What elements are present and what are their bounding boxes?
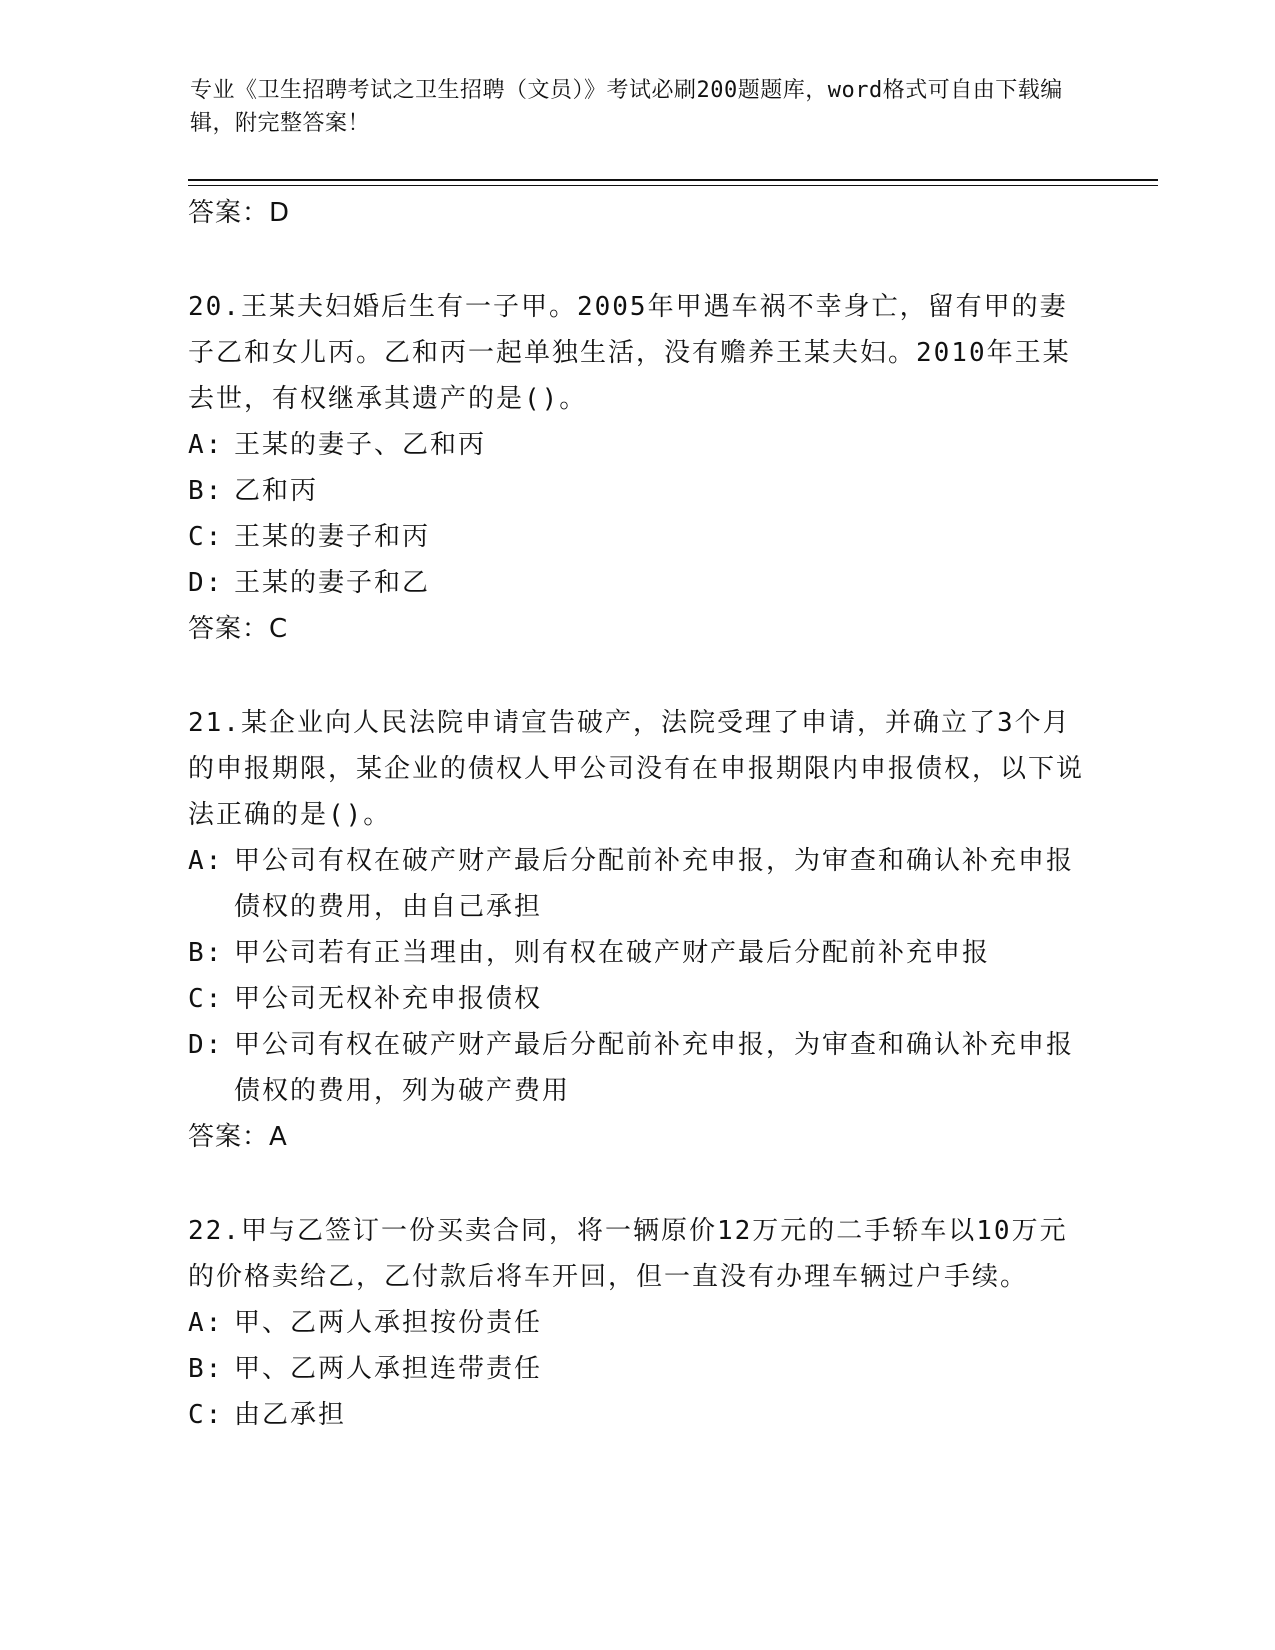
question-stem: 22.甲与乙签订一份买卖合同，将一辆原价12万元的二手轿车以10万元的价格卖给乙，乙付款后将车开回，但一直没有办理车辆过户手续。 <box>188 1216 1068 1292</box>
option-text: 甲公司无权补充申报债权 <box>234 984 543 1014</box>
option-key: D: <box>188 1030 224 1060</box>
option-key: D: <box>188 568 224 598</box>
question-block <box>188 1208 1088 1438</box>
option-d <box>188 560 1088 606</box>
document-body <box>188 190 1088 1438</box>
option-a <box>188 838 1088 930</box>
option-b <box>188 930 1088 976</box>
option-key: C: <box>188 984 224 1014</box>
header-divider-thin <box>188 185 1158 186</box>
answer-line: 答案：C <box>188 614 289 644</box>
question-stem: 21.某企业向人民法院申请宣告破产，法院受理了申请，并确立了3个月的申报期限，某企业的债权人甲公司没有在申报期限内申报债权，以下说法正确的是()。 <box>188 708 1085 830</box>
option-b <box>188 1346 1088 1392</box>
option-text: 王某的妻子和丙 <box>234 522 431 552</box>
page-header: 专业《卫生招聘考试之卫生招聘（文员）》考试必刷200题题库，word格式可自由下载编辑，附完整答案！ <box>190 78 1063 136</box>
question-stem: 20.王某夫妇婚后生有一子甲。2005年甲遇车祸不幸身亡，留有甲的妻子乙和女儿丙。乙和丙一起单独生活，没有赡养王某夫妇。2010年王某去世，有权继承其遗产的是()。 <box>188 292 1071 414</box>
option-key: A: <box>188 846 224 876</box>
answer-line: 答案：D <box>188 198 291 228</box>
option-text: 乙和丙 <box>234 476 319 506</box>
option-text: 甲、乙两人承担按份责任 <box>234 1308 543 1338</box>
option-key: C: <box>188 522 224 552</box>
option-text: 甲公司有权在破产财产最后分配前补充申报，为审查和确认补充申报债权的费用，由自己承担 <box>234 846 1075 922</box>
option-text: 甲、乙两人承担连带责任 <box>234 1354 543 1384</box>
option-text: 甲公司有权在破产财产最后分配前补充申报，为审查和确认补充申报债权的费用，列为破产费用 <box>234 1030 1075 1106</box>
option-c <box>188 1392 1088 1438</box>
answer-line: 答案：A <box>188 1122 288 1152</box>
option-text: 王某的妻子、乙和丙 <box>234 430 487 460</box>
option-d <box>188 1022 1088 1114</box>
question-block <box>188 700 1088 1160</box>
option-key: B: <box>188 1354 224 1384</box>
option-key: B: <box>188 938 224 968</box>
option-text: 王某的妻子和乙 <box>234 568 431 598</box>
option-c <box>188 976 1088 1022</box>
option-text: 由乙承担 <box>234 1400 347 1430</box>
header-divider <box>188 179 1158 181</box>
option-key: C: <box>188 1400 224 1430</box>
option-c <box>188 514 1088 560</box>
option-key: A: <box>188 430 224 460</box>
option-a <box>188 1300 1088 1346</box>
option-key: A: <box>188 1308 224 1338</box>
option-text: 甲公司若有正当理由，则有权在破产财产最后分配前补充申报 <box>234 938 991 968</box>
option-b <box>188 468 1088 514</box>
question-block <box>188 284 1088 652</box>
option-key: B: <box>188 476 224 506</box>
option-a <box>188 422 1088 468</box>
